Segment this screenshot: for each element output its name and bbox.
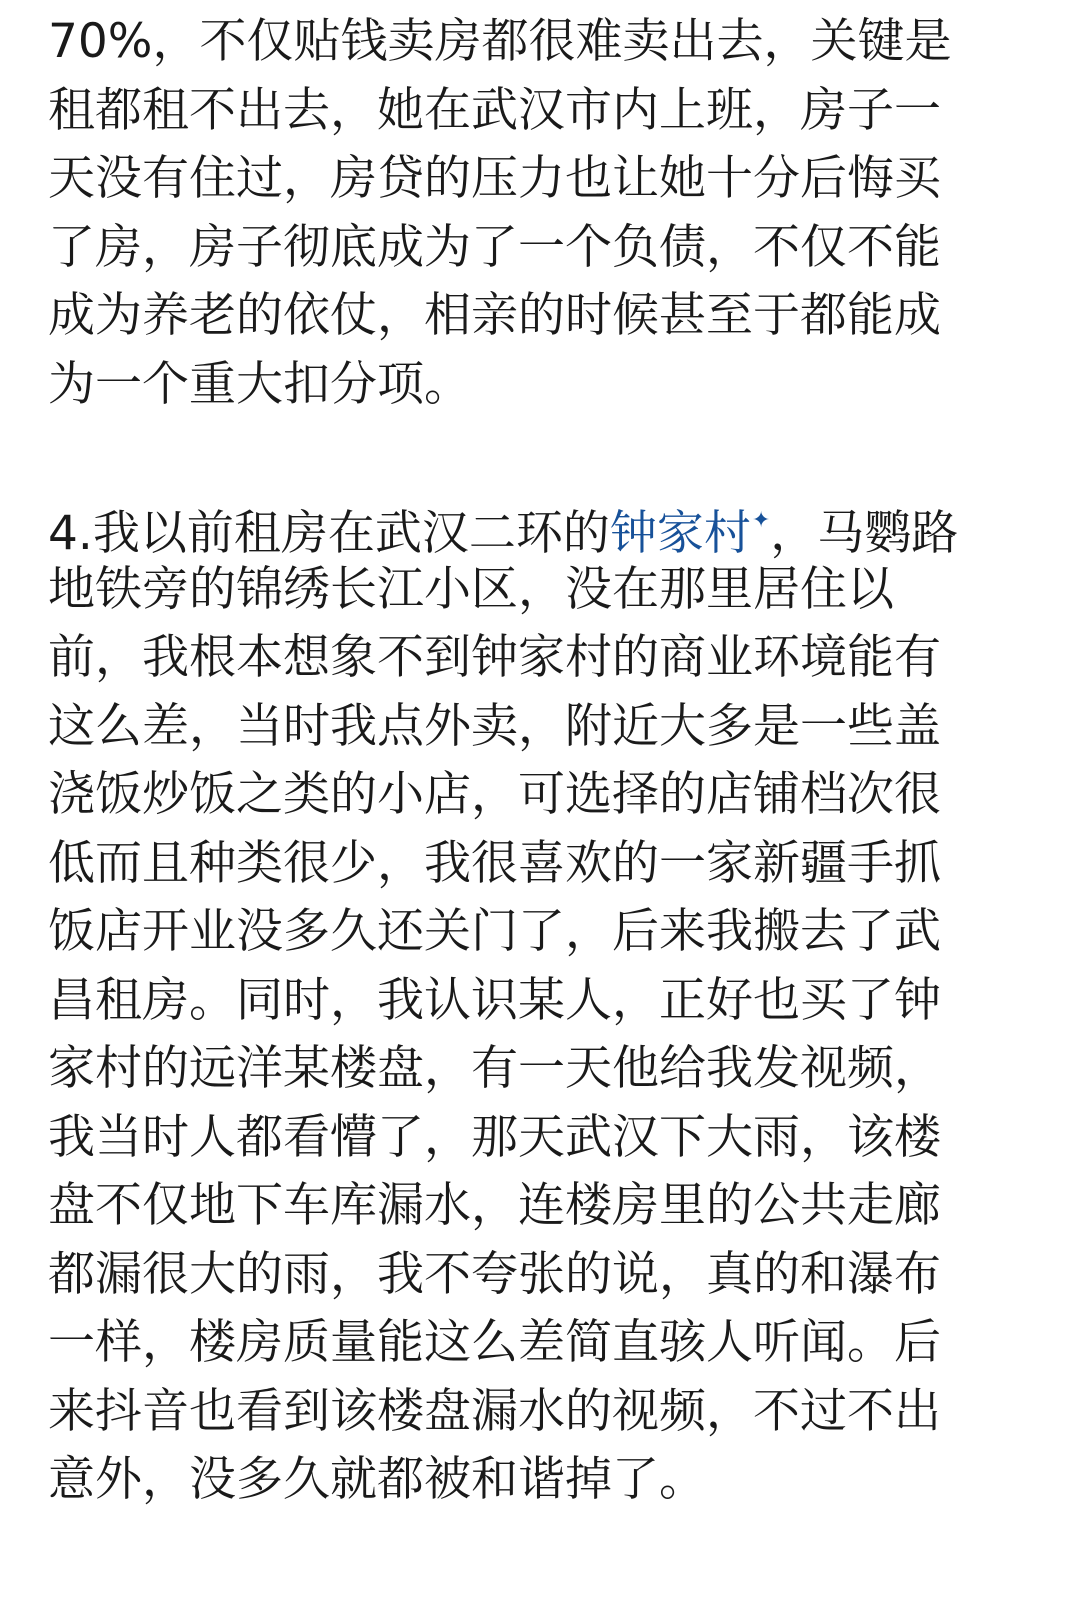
text-line: 成为养老的依仗，相亲的时候甚至于都能成	[48, 288, 941, 343]
text-line: 家村的远洋某楼盘，有一天他给我发视频，	[48, 1041, 941, 1096]
text-line: 一样，楼房质量能这么差简直骇人听闻。后	[48, 1315, 941, 1370]
text-line: 都漏很大的雨，我不夸张的说，真的和瀑布	[48, 1246, 941, 1302]
text-line: 地铁旁的锦绣长江小区，没在那里居住以	[48, 561, 894, 617]
paragraph-spacer	[48, 419, 1048, 487]
article-body	[48, 8, 1048, 1515]
text-line: 为一个重大扣分项。	[48, 356, 471, 412]
text-line: 昌租房。同时，我认识某人，正好也买了钟	[48, 972, 941, 1028]
text-line: 租都租不出去，她在武汉市内上班，房子一	[48, 82, 941, 138]
text-line: 来抖音也看到该楼盘漏水的视频，不过不出	[48, 1383, 941, 1439]
text-line: 盘不仅地下车库漏水，连楼房里的公共走廊	[48, 1178, 941, 1233]
text-line: 这么差，当时我点外卖，附近大多是一些盖	[48, 698, 941, 754]
text-line-with-link	[48, 487, 1048, 561]
paragraph-2	[48, 487, 1048, 1515]
text-segment: ，马鹦路	[770, 506, 959, 561]
text-line: 浇饭炒饭之类的小店，可选择的店铺档次很	[48, 767, 941, 822]
keyword-link-zhongjiacun[interactable]: 钟家村	[609, 506, 751, 561]
text-line: 前，我根本想象不到钟家村的商业环境能有	[48, 630, 941, 685]
text-line: 我当时人都看懵了，那天武汉下大雨，该楼	[48, 1109, 941, 1165]
text-line: 低而且种类很少，我很喜欢的一家新疆手抓	[48, 835, 941, 891]
paragraph-1	[48, 8, 1048, 419]
text-line: 天没有住过，房贷的压力也让她十分后悔买	[48, 151, 941, 206]
text-line: 70%，不仅贴钱卖房都很难卖出去，关键是	[48, 14, 952, 69]
text-line: 了房，房子彻底成为了一个负债，不仅不能	[48, 219, 941, 275]
text-segment: 4.我以前租房在武汉二环的	[48, 506, 610, 561]
sparkle-icon: ✦	[751, 508, 771, 533]
text-line: 饭店开业没多久还关门了，后来我搬去了武	[48, 904, 941, 959]
text-line: 意外，没多久就都被和谐掉了。	[48, 1452, 706, 1507]
